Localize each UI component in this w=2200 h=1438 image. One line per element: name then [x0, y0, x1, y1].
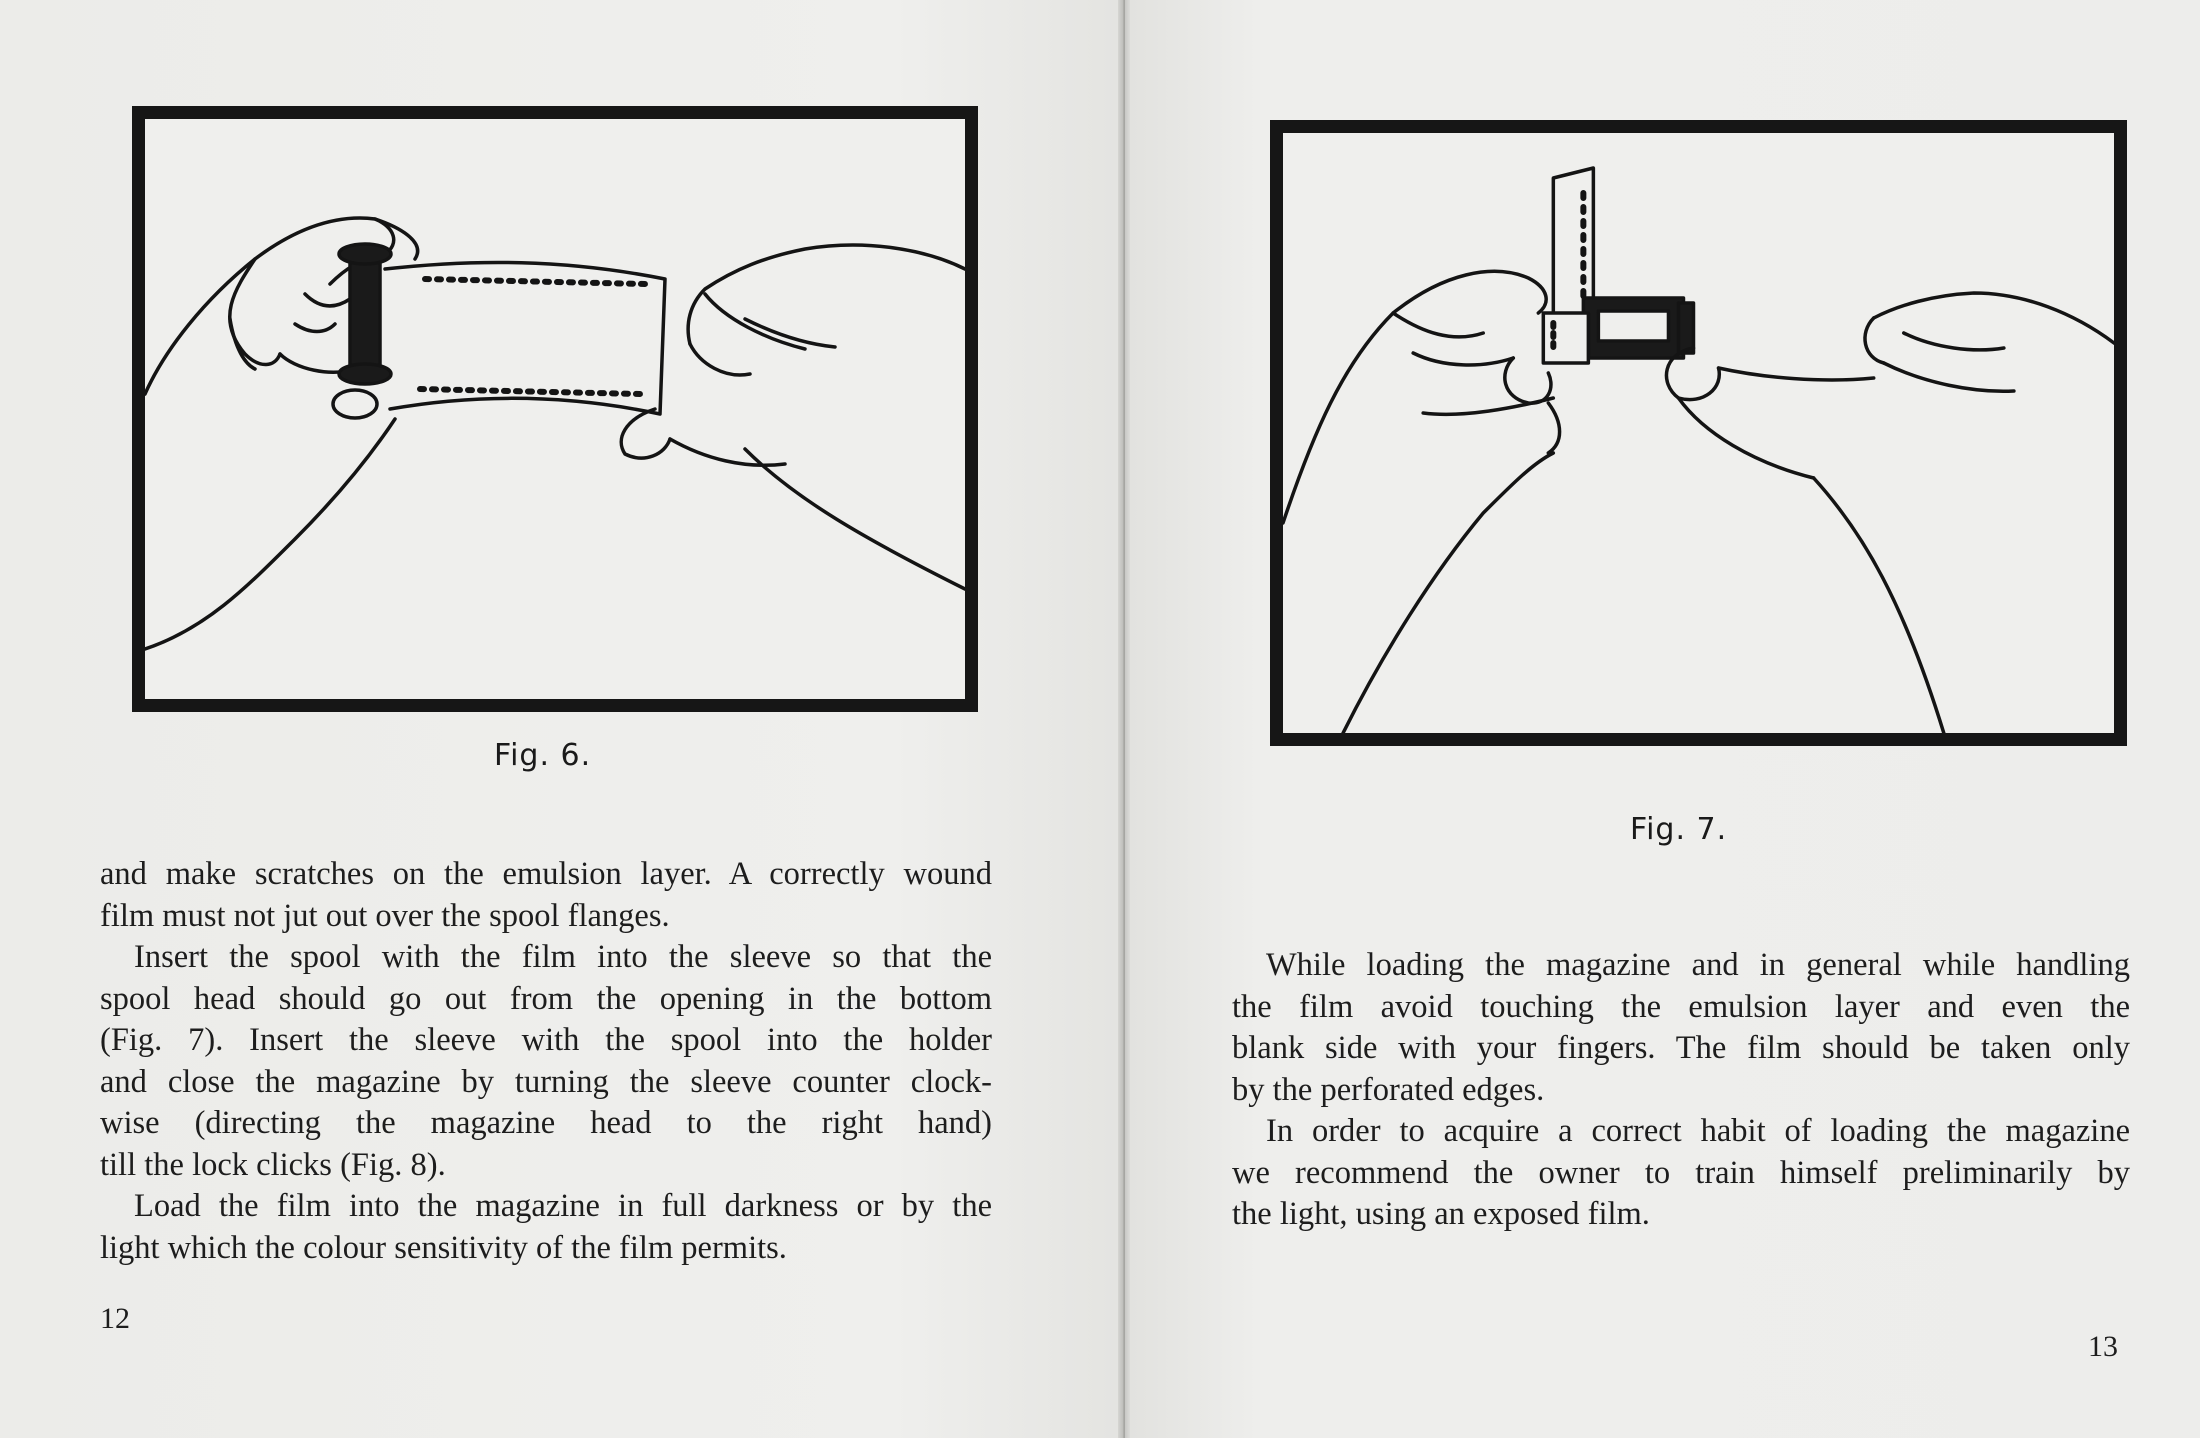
right-body-text: [1232, 945, 2130, 1236]
film-spool-icon: [333, 244, 391, 418]
text-line: In order to acquire a correct habit of loading the magazine: [1266, 1113, 2130, 1149]
book-gutter: [1118, 0, 1130, 1438]
text-line: and make scratches on the emulsion layer. A correctly wound: [100, 856, 992, 892]
text-line: the film avoid touching the emulsion layer and even the: [1232, 988, 2130, 1025]
paragraph: [1232, 945, 2130, 1111]
right-page: [1130, 0, 2200, 1438]
figure-6-illustration: [132, 106, 978, 712]
text-line: wise (directing the magazine head to the right hand): [100, 1105, 992, 1141]
text-line: blank side with your fingers. The film should be taken only: [1232, 1030, 2130, 1066]
text-line: film must not jut out over the spool flanges.: [100, 897, 670, 934]
text-line: (Fig. 7). Insert the sleeve with the spool into the holder: [100, 1022, 992, 1058]
text-line: the light, using an exposed film.: [1232, 1196, 1650, 1232]
left-body-text: [100, 854, 992, 1269]
figure-6-caption: Fig. 6.: [494, 738, 592, 773]
paragraph: [100, 854, 992, 937]
text-line: till the lock clicks (Fig. 8).: [100, 1146, 446, 1183]
paragraph: [100, 1186, 992, 1269]
left-hand-outline: [1283, 271, 1546, 523]
text-line: by the perforated edges.: [1232, 1071, 1545, 1108]
paragraph: [1232, 1111, 2130, 1236]
film-leader: [1553, 168, 1593, 318]
figure-7-illustration: [1270, 120, 2127, 746]
text-line: light which the colour sensitivity of the film permits.: [100, 1229, 787, 1266]
text-line: we recommend the owner to train himself preliminarily by: [1232, 1154, 2130, 1191]
text-line: and close the magazine by turning the sleeve counter clock-: [100, 1063, 992, 1100]
text-line: Insert the spool with the film into the sleeve so that the: [134, 939, 992, 975]
text-line: While loading the magazine and in general while handling: [1266, 947, 2130, 983]
paragraph: [100, 937, 992, 1186]
right-hand-outline: [688, 245, 965, 344]
figure-7-caption: Fig. 7.: [1630, 812, 1728, 847]
film-magazine-icon: [1543, 298, 1693, 363]
page-number-left: 12: [100, 1302, 130, 1335]
text-line: Load the film into the magazine in full darkness or by the: [134, 1188, 992, 1224]
page-number-right: 13: [2088, 1330, 2118, 1363]
text-line: spool head should go out from the opening in the bottom: [100, 980, 992, 1017]
